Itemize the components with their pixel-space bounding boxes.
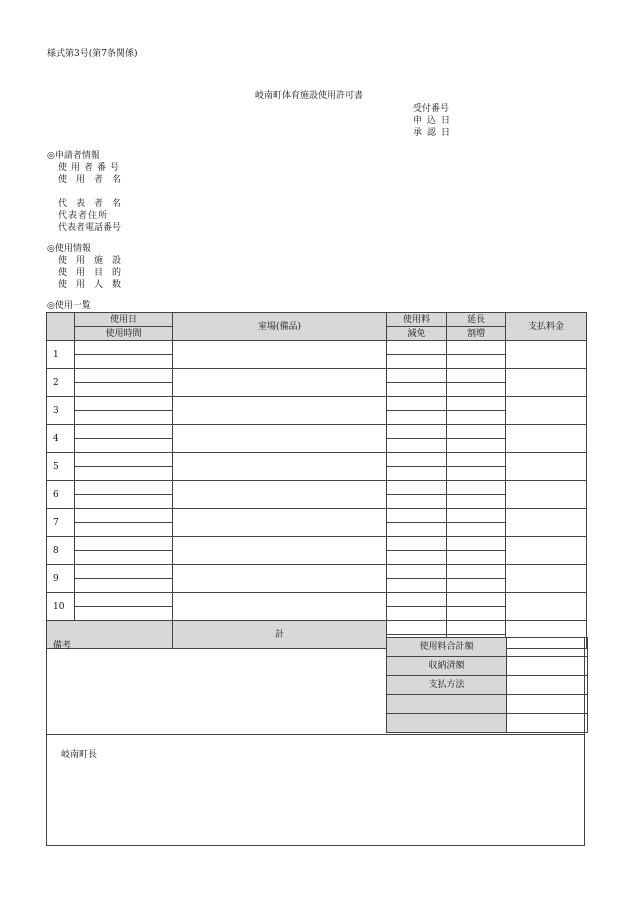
- applicant-heading: ◎申請者情報: [47, 151, 100, 161]
- extension-cell: [447, 593, 506, 607]
- row-number: 3: [47, 397, 75, 425]
- payment-cell: [506, 453, 587, 481]
- use-time-cell: [75, 355, 173, 369]
- summary-row: [387, 657, 588, 676]
- room-cell: [173, 369, 387, 397]
- use-date-cell: [75, 565, 173, 579]
- use-date-cell: [75, 453, 173, 467]
- extension-cell: [447, 453, 506, 467]
- extension-cell: [447, 565, 506, 579]
- fee-cell: [387, 481, 447, 495]
- fee-cell: [387, 593, 447, 607]
- row-number-header: [47, 313, 75, 341]
- use-time-cell: [75, 607, 173, 621]
- payment-cell: [506, 509, 587, 537]
- summary-value: [507, 638, 588, 657]
- use-date-cell: [75, 481, 173, 495]
- discount-cell: [387, 411, 447, 425]
- usage-table: [46, 312, 587, 649]
- summary-label: 収納済額: [387, 657, 507, 676]
- use-time-cell: [75, 439, 173, 453]
- room-cell: [173, 341, 387, 369]
- facility-label: 使用施設: [58, 256, 131, 266]
- discount-cell: [387, 355, 447, 369]
- surcharge-cell: [447, 579, 506, 593]
- discount-cell: [387, 495, 447, 509]
- discount-header: 減免: [387, 327, 447, 341]
- summary-value: [507, 676, 588, 695]
- row-number: 9: [47, 565, 75, 593]
- room-cell: [173, 565, 387, 593]
- discount-cell: [387, 383, 447, 397]
- extension-cell: [447, 425, 506, 439]
- purpose-label: 使用目的: [58, 268, 131, 278]
- use-date-cell: [75, 593, 173, 607]
- discount-cell: [387, 579, 447, 593]
- use-time-cell: [75, 551, 173, 565]
- surcharge-cell: [447, 551, 506, 565]
- user-number-label: 使用者番号: [58, 163, 124, 173]
- payment-cell: [506, 593, 587, 621]
- use-date-cell: [75, 537, 173, 551]
- use-time-cell: [75, 383, 173, 397]
- payment-cell: [506, 481, 587, 509]
- payment-cell: [506, 397, 587, 425]
- use-time-cell: [75, 579, 173, 593]
- summary-label: [387, 714, 507, 733]
- payment-header: 支払料金: [506, 313, 587, 341]
- summary-value: [507, 714, 588, 733]
- total-fee: [387, 621, 447, 635]
- user-name-label: 使用者名: [58, 175, 131, 185]
- row-number: 6: [47, 481, 75, 509]
- surcharge-cell: [447, 523, 506, 537]
- payment-cell: [506, 537, 587, 565]
- payment-cell: [506, 369, 587, 397]
- summary-row: [387, 676, 588, 695]
- table-row: [47, 369, 587, 383]
- surcharge-cell: [447, 355, 506, 369]
- rep-phone-label: 代表者電話番号: [58, 223, 122, 233]
- summary-label: 支払方法: [387, 676, 507, 695]
- surcharge-cell: [447, 383, 506, 397]
- total-extension: [447, 621, 506, 635]
- room-cell: [173, 397, 387, 425]
- extension-cell: [447, 537, 506, 551]
- discount-cell: [387, 439, 447, 453]
- table-row: [47, 537, 587, 551]
- surcharge-cell: [447, 467, 506, 481]
- signature-label: 岐南町長: [61, 750, 98, 760]
- extension-cell: [447, 341, 506, 355]
- room-cell: [173, 509, 387, 537]
- use-date-cell: [75, 425, 173, 439]
- list-heading: ◎使用一覧: [47, 301, 91, 311]
- discount-cell: [387, 467, 447, 481]
- use-date-cell: [75, 509, 173, 523]
- extension-cell: [447, 397, 506, 411]
- table-row: [47, 565, 587, 579]
- summary-value: [507, 695, 588, 714]
- summary-value: [507, 657, 588, 676]
- surcharge-cell: [447, 439, 506, 453]
- room-cell: [173, 453, 387, 481]
- remarks-box: [46, 638, 585, 735]
- fee-cell: [387, 453, 447, 467]
- total-label: 計: [173, 621, 387, 649]
- row-number: 1: [47, 341, 75, 369]
- use-time-cell: [75, 495, 173, 509]
- surcharge-header: 割増: [447, 327, 506, 341]
- table-row: [47, 341, 587, 355]
- usage-heading: ◎使用情報: [47, 244, 91, 254]
- use-time-cell: [75, 467, 173, 481]
- remarks-label: 備考: [53, 641, 72, 651]
- rep-address-label: 代表者住所: [58, 211, 109, 221]
- extension-cell: [447, 481, 506, 495]
- room-cell: [173, 537, 387, 565]
- room-cell: [173, 593, 387, 621]
- use-date-cell: [75, 341, 173, 355]
- row-number: 10: [47, 593, 75, 621]
- rep-name-label: 代表者名: [58, 199, 131, 209]
- fee-cell: [387, 369, 447, 383]
- remarks-summary-table: [386, 637, 588, 733]
- discount-cell: [387, 607, 447, 621]
- fee-cell: [387, 341, 447, 355]
- payment-cell: [506, 565, 587, 593]
- approve-date-label: 承認日: [413, 128, 456, 138]
- summary-row: [387, 695, 588, 714]
- room-cell: [173, 425, 387, 453]
- fee-cell: [387, 425, 447, 439]
- payment-cell: [506, 341, 587, 369]
- row-number: 2: [47, 369, 75, 397]
- extension-cell: [447, 509, 506, 523]
- table-row: [47, 509, 587, 523]
- count-label: 使用人数: [58, 280, 131, 290]
- fee-cell: [387, 565, 447, 579]
- page-title: 岐南町体育施設使用許可書: [255, 91, 364, 101]
- use-date-header: 使用日: [75, 313, 173, 327]
- extension-header: 延長: [447, 313, 506, 327]
- row-number: 4: [47, 425, 75, 453]
- table-row: [47, 593, 587, 607]
- table-row: [47, 481, 587, 495]
- table-row: [47, 397, 587, 411]
- summary-label: [387, 695, 507, 714]
- payment-cell: [506, 425, 587, 453]
- extension-cell: [447, 369, 506, 383]
- discount-cell: [387, 551, 447, 565]
- use-time-cell: [75, 523, 173, 537]
- use-date-cell: [75, 397, 173, 411]
- apply-date-label: 申込日: [413, 116, 456, 126]
- table-row: [47, 453, 587, 467]
- row-number: 7: [47, 509, 75, 537]
- use-time-header: 使用時間: [75, 327, 173, 341]
- surcharge-cell: [447, 495, 506, 509]
- surcharge-cell: [447, 411, 506, 425]
- discount-cell: [387, 523, 447, 537]
- surcharge-cell: [447, 607, 506, 621]
- receipt-number-label: 受付番号: [413, 104, 450, 114]
- summary-row: [387, 714, 588, 733]
- signature-box: [46, 735, 585, 846]
- fee-cell: [387, 397, 447, 411]
- fee-cell: [387, 537, 447, 551]
- use-time-cell: [75, 411, 173, 425]
- row-number: 8: [47, 537, 75, 565]
- use-date-cell: [75, 369, 173, 383]
- form-number: 様式第3号(第7条関係): [47, 49, 138, 59]
- room-cell: [173, 481, 387, 509]
- summary-label: 使用料合計額: [387, 638, 507, 657]
- row-number: 5: [47, 453, 75, 481]
- fee-cell: [387, 509, 447, 523]
- summary-row: [387, 638, 588, 657]
- table-row: [47, 425, 587, 439]
- fee-header: 使用料: [387, 313, 447, 327]
- room-header: 室場(備品): [173, 313, 387, 341]
